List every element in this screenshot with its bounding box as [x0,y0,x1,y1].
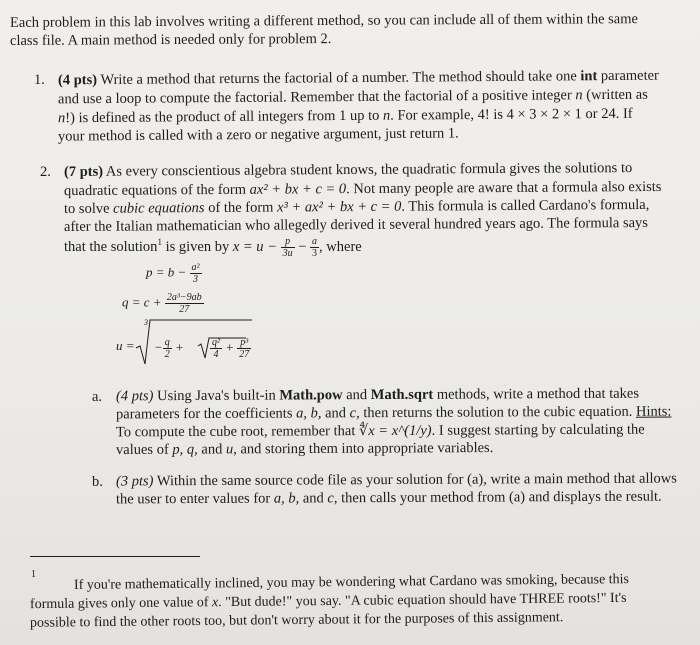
part-a-line-1: (4 pts) Using Java's built-in Math.pow and Math.sqrt methods, write a method that takes [115,385,640,405]
part-a-line-2: parameters for the coefficients a, b, and c, then returns the solution to the cubic equation. Hints: [115,403,672,423]
part-a-label: a. [92,389,103,405]
problem-2-line-5: that the solution$^1$ is given by x = u − $\frac{p}{3u}$ − $\frac{a}{3}$ , where [64,236,362,259]
formula-u-label: u = [116,338,135,353]
problem-2-line-2: quadratic equations of the form ax² + bx + c = 0. Not many people are aware that a formula also exists [63,178,662,200]
problem-2-line-1: (7 pts) As every conscientious algebra student knows, the quadratic formula gives the solutions to [63,160,633,180]
part-a-line-3: To compute the cube root, remember that ∜x = x^(1/y). I suggest starting by calculating the [115,421,645,441]
intro-line-1: Each problem in this lab involves writing a different method, so you can include all of them within the same [9,11,638,31]
formula-p: p = b − $\frac{\text{a²}}{3}$ [146,262,200,285]
problem-2-line-3: to solve cubic equations of the form x³ + ax² + bx + c = 0. This formula is called Cardano's formula, [63,196,650,218]
problem-2-line-4: after the Italian mathematician who allegedly derived it several hundred years ago. The formula says [63,214,648,236]
problem-2-number: 2. [40,164,51,180]
formula-q: q = c + $\frac{\text{2a³−9ab}}{27}$ [122,292,202,315]
footnote-line-2: formula gives only one value of x. "But dude!" you say. "A cubic equation should have THREE roots!" It's [29,590,627,613]
footnote-line-3: possible to find the other roots too, but don't worry about it for the purposes of this assignment. [29,610,564,631]
problem-1-line-2: and use a loop to compute the factorial. Remember that the factorial of a positive integer n (written as [57,86,648,108]
problem-1-line-4: your method is called with a zero or negative argument, just return 1. [57,125,459,145]
footnote-mark: 1 [31,569,36,580]
problem-1-line-3: n!) is defined as the product of all integers from 1 up to n. For example, 4! is 4 × 3 × 2 × 1 or 24. If [57,105,633,127]
part-b-line-1: (3 pts) Within the same source code file as your solution for (a), write a main method that allows [115,470,677,490]
formula-u-inner: $\frac{\text{q²}}{4}$ + $\frac{\text{p³}}{27}$ [212,337,250,360]
intro-line-2: class file. A main method is needed only for problem 2. [9,31,332,49]
footnote-line-1: If you're mathematically inclined, you may be wondering what Cardano was smoking, because this [73,572,630,593]
formula-u-body: − $\frac{q}{2}$ + [154,337,184,360]
footnote-rule [30,556,200,557]
formula-u-index: 3 [144,318,148,327]
part-a-line-4: values of p, q, and u, and storing them into appropriate variables. [115,440,494,458]
problem-1-number: 1. [34,72,45,88]
problem-1-line-1: (4 pts) Write a method that returns the factorial of a number. The method should take one int parameter [57,67,659,89]
part-b-line-2: the user to enter values for a, b, and c, then calls your method from (a) and displays the result. [115,488,662,508]
part-b-label: b. [92,474,103,490]
